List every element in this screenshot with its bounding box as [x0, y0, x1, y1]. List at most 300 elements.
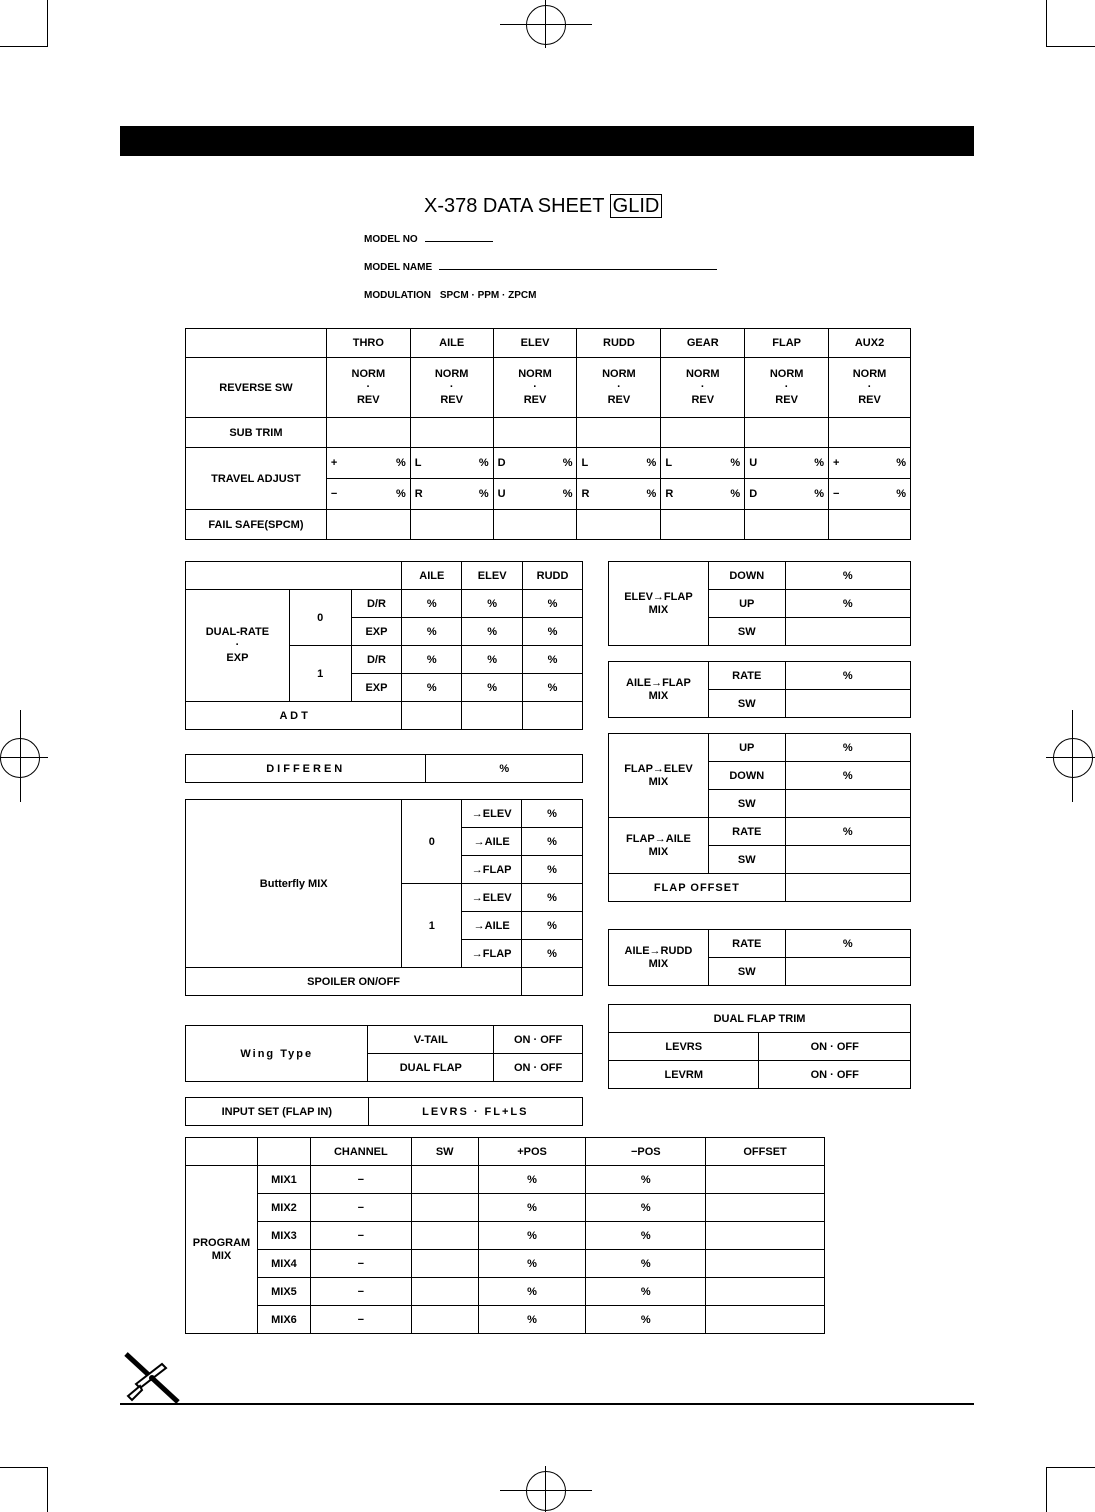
travel-dir: +: [330, 457, 338, 469]
failsafe-cell[interactable]: [829, 510, 911, 540]
travel-cell[interactable]: [577, 448, 661, 479]
registration-line: [0, 757, 48, 758]
registration-line: [545, 0, 546, 48]
butterfly-cell[interactable]: [522, 884, 583, 912]
header-flap: FLAP: [745, 329, 829, 358]
mix2-label: MIX2: [257, 1194, 310, 1222]
input-set-table: [185, 1097, 583, 1126]
pos-plus-cell[interactable]: [478, 1194, 586, 1222]
mix6-label: MIX6: [257, 1306, 310, 1334]
travel-dir: D: [497, 457, 506, 469]
percent-sign: [641, 1286, 651, 1298]
reverse-cell[interactable]: NORM · REV: [577, 358, 661, 418]
subtrim-cell[interactable]: [577, 418, 661, 448]
sw-label: SW: [708, 958, 785, 986]
rate-cell[interactable]: [402, 618, 462, 646]
aile-flap-sw-cell[interactable]: [785, 690, 910, 718]
model-no-line: [364, 234, 493, 245]
differen-label: DIFFEREN: [186, 755, 426, 783]
percent-sign: [814, 488, 824, 500]
mix4-label: MIX4: [257, 1250, 310, 1278]
rate-cell[interactable]: [462, 618, 523, 646]
sw-cell[interactable]: [411, 1222, 478, 1250]
rate-cell[interactable]: [462, 590, 523, 618]
subtrim-cell[interactable]: [745, 418, 829, 448]
sw-cell[interactable]: [411, 1250, 478, 1278]
registration-mark-icon: [526, 1471, 566, 1511]
input-set-value[interactable]: LEVRS · FL+LS: [368, 1098, 582, 1126]
travel-dir: −: [330, 488, 338, 500]
adt-cell[interactable]: [462, 702, 523, 730]
levrs-onoff[interactable]: ON · OFF: [759, 1033, 911, 1061]
offset-cell[interactable]: [706, 1166, 825, 1194]
aile-rudd-text: AILE→RUDD: [624, 944, 693, 957]
modulation-value: SPCM · PPM · ZPCM: [439, 290, 537, 301]
levrm-onoff[interactable]: ON · OFF: [759, 1061, 911, 1089]
header-bar: [120, 126, 974, 156]
travel-cell[interactable]: [410, 479, 493, 510]
offset-cell[interactable]: [706, 1278, 825, 1306]
rate-cell[interactable]: [523, 618, 583, 646]
subtrim-cell[interactable]: [661, 418, 745, 448]
flap-offset-label: FLAP OFFSET: [609, 874, 786, 902]
butterfly-pos-0: 0: [402, 800, 462, 884]
aile-flap-text: AILE→FLAP: [626, 676, 691, 689]
norm-label: NORM: [602, 368, 636, 380]
percent-sign: [641, 1174, 651, 1186]
rate-cell[interactable]: [462, 674, 523, 702]
input-set-label: INPUT SET (FLAP IN): [186, 1098, 369, 1126]
wing-type-label: Wing Type: [186, 1026, 368, 1082]
flap-elev-up-cell[interactable]: [785, 734, 910, 762]
percent-sign: [547, 948, 557, 960]
rate-label: RATE: [708, 662, 785, 690]
down-label: DOWN: [708, 762, 785, 790]
dual-rate-text: DUAL-RATE: [205, 626, 270, 638]
header-rudd: RUDD: [577, 329, 661, 358]
butterfly-table: [185, 799, 583, 996]
dual-rate-table: [185, 561, 583, 730]
dr-header-aile: AILE: [402, 562, 462, 590]
crop-mark: [47, 1467, 48, 1512]
offset-cell[interactable]: [706, 1306, 825, 1334]
sw-cell[interactable]: [411, 1194, 478, 1222]
percent-sign: [527, 1174, 537, 1186]
channel-cell[interactable]: −: [310, 1306, 411, 1334]
travel-cell[interactable]: [493, 479, 577, 510]
travel-dir: R: [665, 488, 674, 500]
pos-plus-cell[interactable]: [478, 1166, 586, 1194]
crop-mark: [1046, 46, 1095, 47]
percent-sign: [427, 654, 437, 666]
pos-minus-cell[interactable]: [586, 1278, 706, 1306]
rate-cell[interactable]: [523, 646, 583, 674]
footer-rule: [120, 1403, 974, 1405]
header-offset: OFFSET: [706, 1138, 825, 1166]
channel-table: [185, 328, 911, 540]
pos-minus-cell[interactable]: [586, 1222, 706, 1250]
mix5-label: MIX5: [257, 1278, 310, 1306]
pos-minus-cell[interactable]: [586, 1194, 706, 1222]
differen-cell[interactable]: [426, 755, 583, 783]
airplane-icon: [122, 1350, 184, 1406]
butterfly-label: Butterfly MIX: [186, 800, 402, 968]
travel-dir: R: [581, 488, 590, 500]
pos-minus-cell[interactable]: [586, 1306, 706, 1334]
rev-label: REV: [607, 394, 631, 406]
vtail-label: V-TAIL: [368, 1026, 494, 1054]
rev-label: REV: [691, 394, 715, 406]
rev-label: REV: [523, 394, 547, 406]
flap-aile-rate-cell[interactable]: [785, 818, 910, 846]
butterfly-cell[interactable]: [522, 800, 583, 828]
percent-sign: [647, 457, 657, 469]
percent-sign: [730, 457, 740, 469]
dr-label: D/R: [351, 590, 402, 618]
channel-cell[interactable]: −: [310, 1250, 411, 1278]
subtrim-cell[interactable]: [410, 418, 493, 448]
failsafe-cell[interactable]: [326, 510, 410, 540]
norm-label: NORM: [769, 368, 804, 380]
travel-dir: L: [414, 457, 422, 469]
header-thro: THRO: [326, 329, 410, 358]
crop-mark: [1046, 1467, 1047, 1512]
exp-text: EXP: [226, 652, 249, 664]
model-name-field[interactable]: [439, 269, 717, 270]
mix1-label: MIX1: [257, 1166, 310, 1194]
target-flap: →FLAP: [462, 856, 522, 884]
percent-sign: [896, 488, 906, 500]
differen-table: [185, 754, 583, 783]
failsafe-cell[interactable]: [577, 510, 661, 540]
travel-cell[interactable]: [745, 448, 829, 479]
butterfly-cell[interactable]: [522, 856, 583, 884]
mix-text: MIX: [648, 957, 669, 970]
percent-sign: [814, 457, 824, 469]
sw-label: SW: [708, 690, 785, 718]
glid-badge: GLID: [610, 194, 663, 218]
reverse-cell[interactable]: NORM · REV: [661, 358, 745, 418]
dr-label: D/R: [351, 646, 402, 674]
program-text: PROGRAM: [192, 1236, 251, 1249]
rate-cell[interactable]: [462, 646, 523, 674]
mix-text: MIX: [648, 603, 669, 616]
elev-flap-label: [609, 562, 709, 646]
model-no-label: MODEL NO: [364, 234, 418, 245]
aile-rudd-table: [608, 929, 911, 986]
percent-sign: [843, 570, 853, 582]
reverse-cell[interactable]: NORM · REV: [829, 358, 911, 418]
mix-text: MIX: [211, 1249, 232, 1262]
travel-dir: L: [581, 457, 589, 469]
norm-label: NORM: [351, 368, 386, 380]
sw-cell[interactable]: [411, 1166, 478, 1194]
travel-cell[interactable]: [661, 479, 745, 510]
pos-plus-cell[interactable]: [478, 1222, 586, 1250]
channel-cell[interactable]: −: [310, 1222, 411, 1250]
travel-dir: R: [414, 488, 423, 500]
travel-cell[interactable]: [577, 479, 661, 510]
corner-cell: [186, 562, 402, 590]
rate-cell[interactable]: [523, 590, 583, 618]
pos-0: 0: [289, 590, 351, 646]
percent-sign: [527, 1286, 537, 1298]
travel-cell[interactable]: [326, 448, 410, 479]
butterfly-cell[interactable]: [522, 828, 583, 856]
adt-label: A D T: [186, 702, 402, 730]
percent-sign: [487, 626, 497, 638]
header-gear: GEAR: [661, 329, 745, 358]
aile-flap-rate-cell[interactable]: [785, 662, 910, 690]
dr-header-elev: ELEV: [462, 562, 523, 590]
title-text: X-378 DATA SHEET: [424, 195, 605, 217]
aile-rudd-rate-cell[interactable]: [785, 930, 910, 958]
rate-cell[interactable]: [402, 674, 462, 702]
target-elev: →ELEV: [462, 884, 522, 912]
header-pos-minus: −POS: [586, 1138, 706, 1166]
pos-minus-cell[interactable]: [586, 1250, 706, 1278]
model-name-label: MODEL NAME: [364, 262, 433, 273]
sw-label: SW: [708, 790, 785, 818]
rate-cell[interactable]: [523, 674, 583, 702]
percent-sign: [547, 920, 557, 932]
offset-cell[interactable]: [706, 1250, 825, 1278]
percent-sign: [563, 488, 573, 500]
travel-dir: U: [497, 488, 506, 500]
rate-label: RATE: [708, 930, 785, 958]
percent-sign: [547, 836, 557, 848]
percent-sign: [548, 654, 558, 666]
travel-dir: D: [749, 488, 758, 500]
rate-label: RATE: [708, 818, 785, 846]
travel-cell[interactable]: [326, 479, 410, 510]
percent-sign: [896, 457, 906, 469]
percent-sign: [843, 770, 853, 782]
percent-sign: [641, 1314, 651, 1326]
percent-sign: [641, 1202, 651, 1214]
travel-dir: L: [665, 457, 673, 469]
subtrim-cell[interactable]: [829, 418, 911, 448]
registration-mark-icon: [526, 5, 566, 45]
program-mix-table: [185, 1137, 825, 1334]
percent-sign: [427, 598, 437, 610]
header-channel: CHANNEL: [310, 1138, 411, 1166]
percent-sign: [547, 864, 557, 876]
dual-rate-label: DUAL-RATE · EXP: [186, 590, 290, 702]
travel-dir: U: [749, 457, 758, 469]
subtrim-label: SUB TRIM: [186, 418, 327, 448]
percent-sign: [843, 826, 853, 838]
header-pos-plus: +POS: [478, 1138, 586, 1166]
percent-sign: [843, 938, 853, 950]
aile-flap-label: [609, 662, 709, 718]
dualflap-onoff[interactable]: ON · OFF: [494, 1054, 583, 1082]
exp-label: EXP: [351, 674, 402, 702]
pos-1: 1: [289, 646, 351, 702]
header-elev: ELEV: [493, 329, 577, 358]
percent-sign: [843, 742, 853, 754]
offset-cell[interactable]: [706, 1222, 825, 1250]
flap-elev-down-cell[interactable]: [785, 762, 910, 790]
sheet-title: [424, 195, 662, 218]
percent-sign: [730, 488, 740, 500]
failsafe-cell[interactable]: [745, 510, 829, 540]
percent-sign: [487, 682, 497, 694]
reverse-cell[interactable]: NORM · REV: [326, 358, 410, 418]
crop-mark: [0, 1467, 48, 1468]
reverse-cell[interactable]: NORM · REV: [493, 358, 577, 418]
travel-dir: +: [833, 457, 840, 469]
percent-sign: [843, 598, 853, 610]
sw-cell[interactable]: [411, 1306, 478, 1334]
mix-text: MIX: [648, 845, 669, 858]
pos-plus-cell[interactable]: [478, 1278, 586, 1306]
flap-aile-label: [609, 818, 709, 874]
butterfly-pos-1: 1: [402, 884, 462, 968]
flap-aile-text: FLAP→AILE: [626, 832, 691, 845]
header-aux2: AUX2: [829, 329, 911, 358]
elev-flap-up-cell[interactable]: [785, 590, 910, 618]
levrm-label: LEVRM: [609, 1061, 759, 1089]
subtrim-cell[interactable]: [493, 418, 577, 448]
flap-mix-table: [608, 733, 911, 902]
spoiler-cell[interactable]: [522, 968, 583, 996]
rate-cell[interactable]: [402, 646, 462, 674]
norm-label: NORM: [518, 368, 552, 380]
model-no-field[interactable]: [425, 241, 493, 242]
percent-sign: [527, 1314, 537, 1326]
failsafe-cell[interactable]: [493, 510, 577, 540]
adt-cell[interactable]: [402, 702, 462, 730]
rev-label: REV: [356, 394, 380, 406]
percent-sign: [427, 626, 437, 638]
percent-sign: [563, 457, 573, 469]
travel-cell[interactable]: [829, 479, 911, 510]
percent-sign: [843, 670, 853, 682]
crop-mark: [47, 0, 48, 47]
registration-line: [1072, 710, 1073, 802]
aile-rudd-sw-cell[interactable]: [785, 958, 910, 986]
travel-cell[interactable]: [829, 448, 911, 479]
registration-line: [1046, 757, 1095, 758]
dr-header-rudd: RUDD: [523, 562, 583, 590]
reverse-label: REVERSE SW: [186, 358, 327, 418]
target-aile: →AILE: [462, 912, 522, 940]
percent-sign: [548, 682, 558, 694]
corner-cell: [186, 329, 327, 358]
up-label: UP: [708, 734, 785, 762]
elev-flap-down-cell[interactable]: [785, 562, 910, 590]
travel-cell[interactable]: [661, 448, 745, 479]
header-sw: SW: [411, 1138, 478, 1166]
corner-cell: [257, 1138, 310, 1166]
aile-rudd-label: [609, 930, 709, 986]
travel-cell[interactable]: [745, 479, 829, 510]
percent-sign: [479, 488, 489, 500]
target-aile: →AILE: [462, 828, 522, 856]
butterfly-cell[interactable]: [522, 940, 583, 968]
travel-dir: −: [833, 488, 840, 500]
rev-label: REV: [775, 394, 798, 406]
crop-mark: [1046, 0, 1047, 47]
elev-flap-table: [608, 561, 911, 646]
travel-cell[interactable]: [410, 448, 493, 479]
registration-line: [20, 710, 21, 802]
channel-cell[interactable]: −: [310, 1166, 411, 1194]
reverse-cell[interactable]: NORM · REV: [410, 358, 493, 418]
program-mix-label: [186, 1166, 258, 1334]
percent-sign: [487, 598, 497, 610]
pos-minus-cell[interactable]: [586, 1166, 706, 1194]
percent-sign: [527, 1258, 537, 1270]
percent-sign: [479, 457, 489, 469]
vtail-onoff[interactable]: ON · OFF: [494, 1026, 583, 1054]
flap-offset-cell[interactable]: [785, 874, 910, 902]
channel-cell[interactable]: −: [310, 1278, 411, 1306]
crop-mark: [0, 46, 48, 47]
dual-flap-trim-table: [608, 1004, 911, 1089]
model-name-line: [364, 262, 717, 273]
percent-sign: [427, 682, 437, 694]
flap-elev-text: FLAP→ELEV: [624, 762, 693, 775]
wing-type-table: [185, 1025, 583, 1082]
percent-sign: [548, 626, 558, 638]
percent-sign: [396, 488, 406, 500]
percent-sign: [647, 488, 657, 500]
failsafe-label: FAIL SAFE(SPCM): [186, 510, 327, 540]
levrs-label: LEVRS: [609, 1033, 759, 1061]
subtrim-cell[interactable]: [326, 418, 410, 448]
percent-sign: [499, 763, 509, 775]
mix-text: MIX: [648, 775, 669, 788]
rev-label: REV: [440, 394, 463, 406]
elev-flap-sw-cell[interactable]: [785, 618, 910, 646]
sw-cell[interactable]: [411, 1278, 478, 1306]
travel-cell[interactable]: [493, 448, 577, 479]
mix-text: MIX: [648, 689, 669, 702]
modulation-label: MODULATION: [364, 290, 432, 301]
target-elev: →ELEV: [462, 800, 522, 828]
dualflap-label: DUAL FLAP: [368, 1054, 494, 1082]
percent-sign: [396, 457, 406, 469]
registration-line: [500, 24, 592, 25]
adt-cell[interactable]: [523, 702, 583, 730]
spoiler-label: SPOILER ON/OFF: [186, 968, 522, 996]
pos-plus-cell[interactable]: [478, 1250, 586, 1278]
percent-sign: [547, 892, 557, 904]
failsafe-cell[interactable]: [410, 510, 493, 540]
butterfly-cell[interactable]: [522, 912, 583, 940]
flap-elev-sw-cell[interactable]: [785, 790, 910, 818]
dual-flap-trim-label: DUAL FLAP TRIM: [609, 1005, 911, 1033]
channel-cell[interactable]: −: [310, 1194, 411, 1222]
rev-label: REV: [858, 394, 881, 406]
percent-sign: [548, 598, 558, 610]
offset-cell[interactable]: [706, 1194, 825, 1222]
flap-elev-label: [609, 734, 709, 818]
flap-aile-sw-cell[interactable]: [785, 846, 910, 874]
crop-mark: [1046, 1467, 1095, 1468]
reverse-cell[interactable]: NORM · REV: [745, 358, 829, 418]
failsafe-cell[interactable]: [661, 510, 745, 540]
down-label: DOWN: [708, 562, 785, 590]
rate-cell[interactable]: [402, 590, 462, 618]
pos-plus-cell[interactable]: [478, 1306, 586, 1334]
percent-sign: [641, 1230, 651, 1242]
norm-label: NORM: [685, 368, 720, 380]
elev-flap-text: ELEV→FLAP: [624, 590, 693, 603]
percent-sign: [527, 1230, 537, 1242]
